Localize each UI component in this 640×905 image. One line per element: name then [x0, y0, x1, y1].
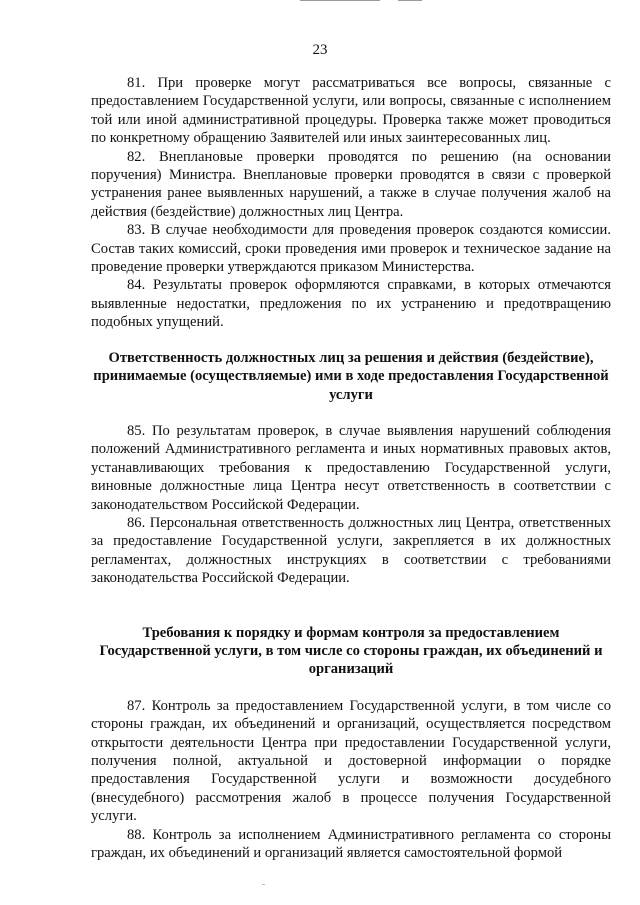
document-body	[91, 74, 611, 862]
top-scan-rule-short	[398, 0, 422, 1]
paragraph-82: 82. Внеплановые проверки проводятся по решению (на основании поручения) Министра. Внеплановые проверки проводятся в связи с проверкой устранения ранее выявленных нарушений, а также в случае получения жалоб на действия (бездействие) должностных лиц Центра.	[91, 148, 611, 220]
scan-speck	[262, 884, 265, 885]
page-number: 23	[312, 42, 328, 58]
paragraph-88: 88. Контроль за исполнением Административного регламента со стороны граждан, их объединений и организаций является самостоятельной формой	[91, 826, 611, 862]
section-heading-responsibility: Ответственность должностных лиц за решения и действия (бездействие), принимаемые (осуществляемые) ими в ходе предоставления Государственной услуги	[93, 349, 609, 403]
paragraph-83: 83. В случае необходимости для проведения проверок создаются комиссии. Состав таких комиссий, сроки проведения ими проверок и техническое задание на проведение проверки утверждаются приказом Министерства.	[91, 222, 611, 276]
paragraph-87: 87. Контроль за предоставлением Государственной услуги, в том числе со стороны граждан, их объединений и организаций, осуществляется посредством открытости деятельности Центра при предоставлении Государственной услуги, получения полной, актуальной и достоверной информации о порядке предоставления Государственной услуги и возможности досудебного (внесудебного) рассмотрения жалоб в процессе получения Государственной услуги.	[91, 697, 611, 825]
paragraph-84: 84. Результаты проверок оформляются справками, в которых отмечаются выявленные недостатки, предложения по их устранению и предотвращению подобных упущений.	[91, 277, 611, 331]
paragraph-85: 85. По результатам проверок, в случае выявления нарушений соблюдения положений Административного регламента и иных нормативных правовых актов, устанавливающих требования к предоставлению Государственной услуги, виновные должностные лица Центра несут ответственность в соответствии с законодательством Российской Федерации.	[91, 422, 611, 513]
paragraph-81: 81. При проверке могут рассматриваться все вопросы, связанные с предоставлением Государственной услуги, или вопросы, связанные с исполнением той или иной административной процедуры. Проверка также может проводиться по конкретному обращению Заявителей или иных заинтересованных лиц.	[91, 75, 611, 147]
top-scan-rule	[300, 0, 380, 1]
section-heading-control-requirements: Требования к порядку и формам контроля за предоставлением Государственной услуги, в том числе со стороны граждан, их объединений и организаций	[99, 624, 603, 678]
paragraph-86: 86. Персональная ответственность должностных лиц Центра, ответственных за предоставление Государственной услуги, закрепляется в их должностных регламентах, должностных инструкциях в соответствии с требованиями законодательства Российской Федерации.	[91, 514, 611, 587]
